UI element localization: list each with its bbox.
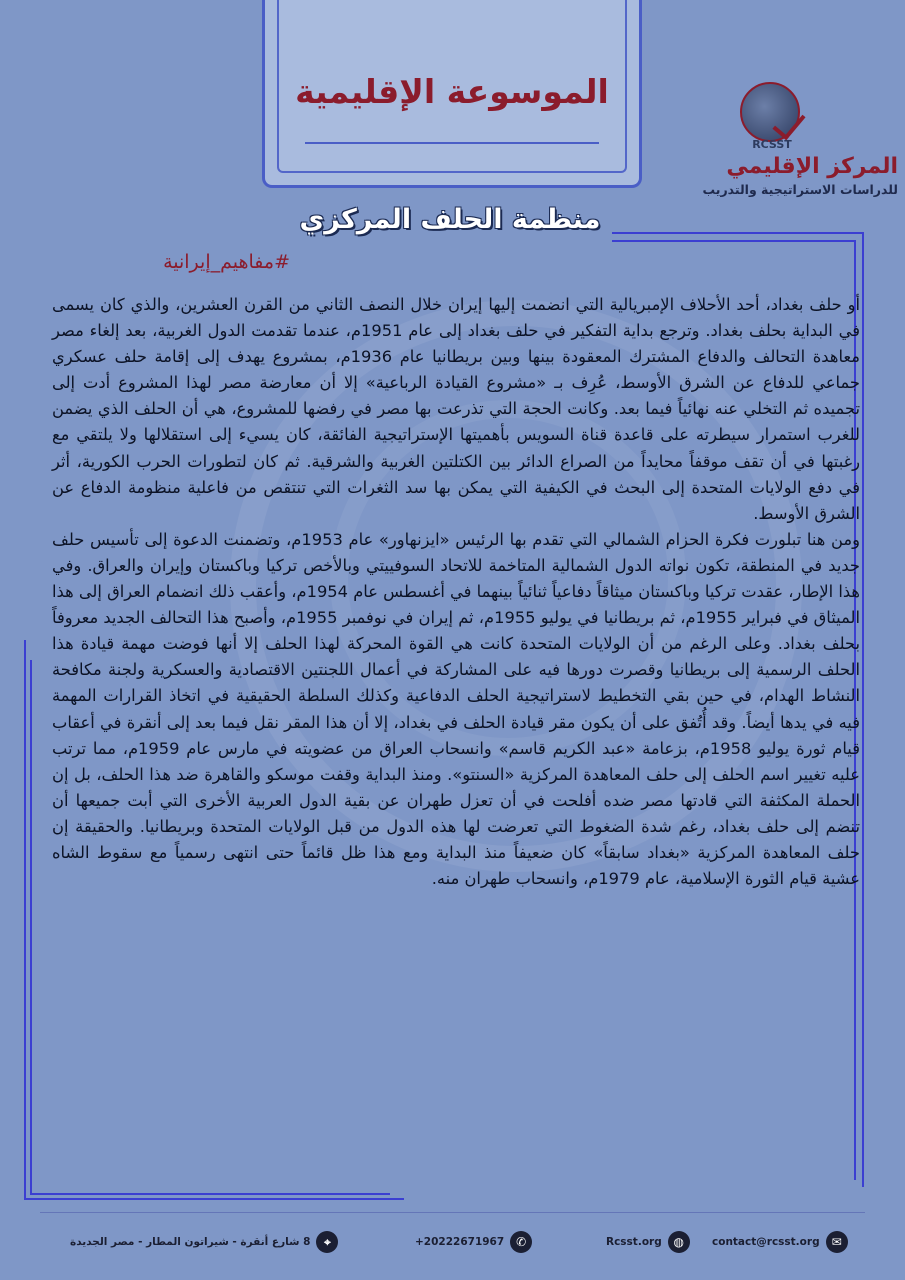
footer-divider [40,1212,865,1213]
frame-line [30,660,32,1195]
footer-email-text: contact@rcsst.org [712,1236,820,1248]
frame-line [612,240,856,242]
frame-line [24,1198,404,1200]
footer-phone-text: +20222671967 [415,1236,505,1248]
article-body [52,292,860,892]
globe-icon: ◍ [668,1231,690,1253]
footer-phone [415,1230,532,1254]
footer-website-text: Rcsst.org [606,1236,662,1248]
article-paragraph: ومن هنا تبلورت فكرة الحزام الشمالي التي تقدم بها الرئيس «ايزنهاور» عام 1953م، وتضمنت الدعوة إلى تأسيس حلف جديد في المنطقة، تكون نواته الدول الشمالية المتاخمة للاتحاد السوفييتي وبالأخص تركيا وباكستان وإيران والعراق. وفي هذا الإطار، عقدت تركيا وباكستان ميثاقاً دفاعياً ثنائياً بينهما في أغسطس عام 1954م، وأعقب ذلك انضمام العراق إلى هذا الميثاق في فبراير 1955م، ثم بريطانيا في يوليو 1955م، ثم إيران في نوفمبر 1955م، وأصبح هذا التحالف الجديد معروفاً بحلف بغداد. وعلى الرغم من أن الولايات المتحدة كانت هي القوة المحركة لهذا الحلف إلا أنها فوضت مهمة قيادة هذا الحلف الرسمية إلى بريطانيا وقصرت دورها فيه على المشاركة في أعمال اللجنتين الاقتصادية والعسكرية ولجنة مكافحة النشاط الهدام، في حين بقي التخطيط لاستراتيجية الحلف الدفاعية وكذلك السلطة الحقيقية في اتخاذ القرارات المهمة فيه في يدها أيضاً. وقد أُتُفق على أن يكون مقر قيادة الحلف في بغداد، إلا أن هذا المقر نقل فيما بعد إلى أنقرة في أعقاب قيام ثورة يوليو 1958م، بزعامة «عبد الكريم قاسم» وانسحاب العراق من عضويته في مارس عام 1959م، مما ترتب عليه تغيير اسم الحلف إلى حلف المعاهدة المركزية «السنتو». ومنذ البداية وقفت موسكو والقاهرة ضد هذا الحلف، بل إن الحملة المكثفة التي قادتها مصر ضده أفلحت في أن تعزل طهران عن بقية الدول العربية الأخرى التي أبت جميعها أن تنضم إلى حلف بغداد، رغم شدة الضغوط التي تعرضت لها هذه الدول من قبل الولايات المتحدة وبريطانيا. والحقيقة إن حلف المعاهدة المركزية «بغداد سابقاً» كان ضعيفاً منذ البداية ومع هذا ظل قائماً حتى انتهى رسمياً مع سقوط الشاه عشية قيام الثورة الإسلامية، عام 1979م، وانسحاب طهران منه. [52,529,860,889]
footer-email [712,1230,848,1254]
logo-abbreviation: RCSST [752,138,792,151]
article-paragraph: أو حلف بغداد، أحد الأحلاف الإمبريالية التي انضمت إليها إيران خلال النصف الثاني من القرن العشرين، والذي كان يسمى في البداية بحلف بغداد. وترجع بداية التفكير في حلف بغداد إلى عام 1951م، عندما تقدمت الدول الغربية، بعد إلغاء مصر معاهدة التحالف والدفاع المشترك المعقودة بينها وبين بريطانيا عام 1936م، بمشروع يهدف إلى إقامة حلف عسكري جماعي للدفاع عن الشرق الأوسط، عُرِف بـ «مشروع القيادة الرباعية» إلا أن معارضة مصر لهذا المشروع أدت إلى تجميده ثم التخلي عنه نهائياً فيما بعد. وكانت الحجة التي تذرعت بها مصر في رفضها للمشروع، هي أن الحلف الذي يضمن للغرب استمرار سيطرته على قاعدة قناة السويس بأهميتها الإستراتيجية الفائقة، كان يسيء إلى استقلالها ولا يلتقي مع رغبتها في أن تقف موقفاً محايداً من الصراع الدائر بين الكتلتين الغربية والشرقية. ثم كان لتطورات الحرب الكورية، أثر في دفع الولايات المتحدة إلى البحث في الكيفية التي يمكن بها سد الثغرات التي تنتقص من فاعلية منظومة الدفاع عن الشرق الأوسط. [52,295,860,523]
rcsst-logo [680,82,900,202]
footer-address-text: 8 شارع أنقرة - شيراتون المطار - مصر الجديدة [70,1236,311,1248]
frame-line [612,232,864,234]
footer-address [70,1230,338,1254]
magazine-title: الموسوعة الإقليمية [295,72,609,111]
frame-line [30,1193,390,1195]
footer-website [606,1230,690,1254]
logo-name: المركز الإقليمي [726,154,898,179]
header-card [262,0,642,188]
article-title: منظمة الحلف المركزي [299,204,601,235]
envelope-icon: ✉ [826,1231,848,1253]
logo-subtitle: للدراسات الاستراتيجية والتدريب [702,182,898,197]
location-pin-icon: ⌖ [316,1231,338,1253]
phone-icon: ✆ [510,1231,532,1253]
article-hashtag: #مفاهيم_إيرانية [163,251,290,273]
frame-line [862,232,864,1187]
frame-line [24,640,26,1200]
